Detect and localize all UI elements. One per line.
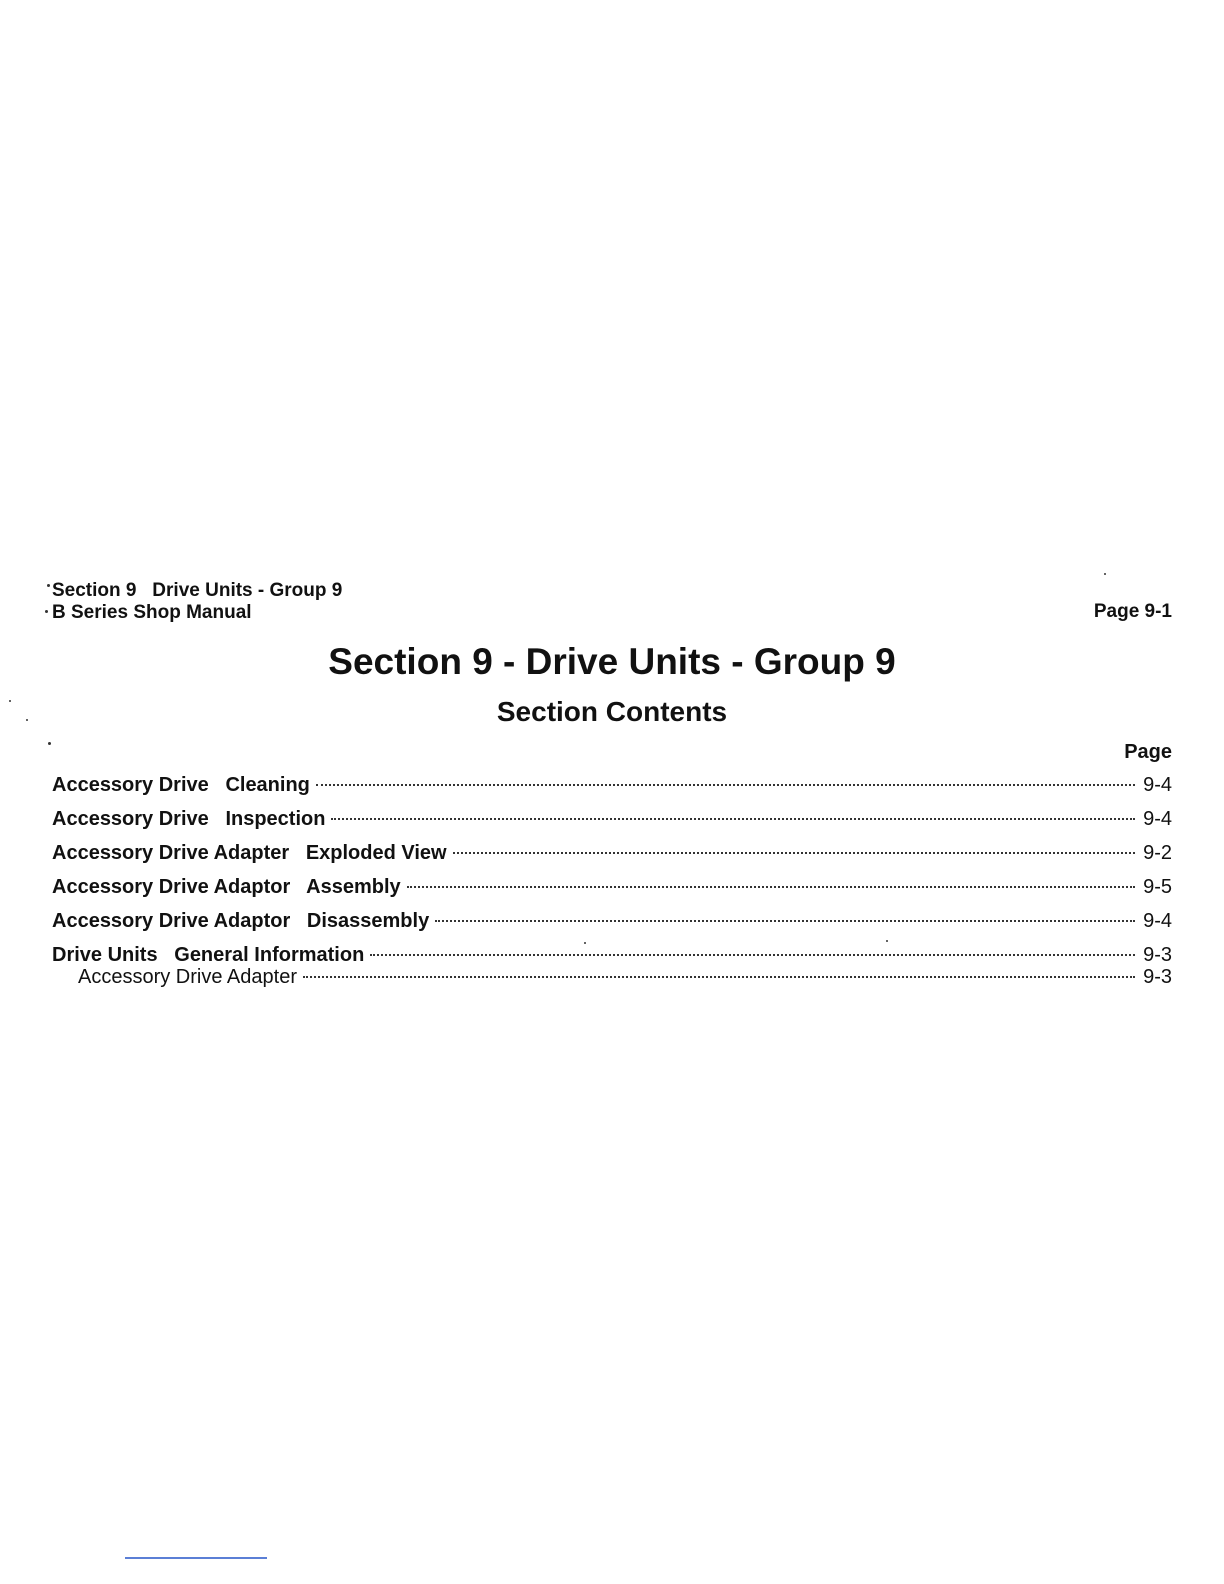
toc-entry[interactable] (52, 773, 1172, 807)
toc-entry-page: 9-4 (1143, 808, 1172, 830)
toc-leader-dots (370, 954, 1135, 956)
page-number: Page 9-1 (1093, 601, 1172, 622)
page-column-header: Page (1124, 741, 1172, 763)
toc-entry-page: 9-4 (1143, 910, 1172, 932)
toc-leader-dots (303, 976, 1135, 978)
toc-entry[interactable] (52, 841, 1172, 875)
scan-speck (886, 940, 888, 942)
toc-entry-title: Accessory Drive Inspection (52, 808, 326, 830)
toc-entry-title: Accessory Drive Adapter Exploded View (52, 842, 447, 864)
toc-leader-dots (316, 784, 1135, 786)
running-header (52, 580, 1172, 624)
toc-entry-page: 9-4 (1143, 774, 1172, 796)
toc-entry[interactable] (52, 909, 1172, 943)
running-header-section: Section 9 Drive Units - Group 9 (52, 580, 343, 601)
toc-leader-dots (453, 852, 1135, 854)
footer-rule (125, 1557, 267, 1559)
toc-entry-page: 9-5 (1143, 876, 1172, 898)
toc-leader-dots (435, 920, 1135, 922)
toc-entry-title: Drive Units General Information (52, 944, 365, 966)
toc-entry-page: 9-2 (1143, 842, 1172, 864)
table-of-contents (52, 773, 1172, 987)
toc-entry-title: Accessory Drive Adaptor Assembly (52, 876, 401, 898)
toc-entry-title: Accessory Drive Cleaning (52, 774, 310, 796)
toc-leader-dots (331, 818, 1135, 820)
running-header-manual: B Series Shop Manual (52, 602, 252, 623)
scan-speck (1104, 573, 1106, 575)
toc-leader-dots (407, 886, 1135, 888)
scan-speck (26, 719, 28, 721)
toc-entry-page: 9-3 (1143, 944, 1172, 966)
toc-subentry-title: Accessory Drive Adapter (78, 966, 297, 988)
scan-speck (48, 742, 51, 745)
scan-speck (9, 700, 11, 702)
toc-entry[interactable] (52, 943, 1172, 965)
scan-speck (47, 584, 50, 587)
page-title: Section 9 - Drive Units - Group 9 (328, 641, 896, 682)
toc-entry-title: Accessory Drive Adaptor Disassembly (52, 910, 430, 932)
toc-subentry-page: 9-3 (1143, 966, 1172, 988)
toc-subentry[interactable] (52, 965, 1172, 987)
section-contents-heading: Section Contents (496, 696, 728, 727)
toc-entry[interactable] (52, 807, 1172, 841)
toc-entry[interactable] (52, 875, 1172, 909)
scan-speck (584, 942, 586, 944)
scan-speck (45, 610, 48, 613)
